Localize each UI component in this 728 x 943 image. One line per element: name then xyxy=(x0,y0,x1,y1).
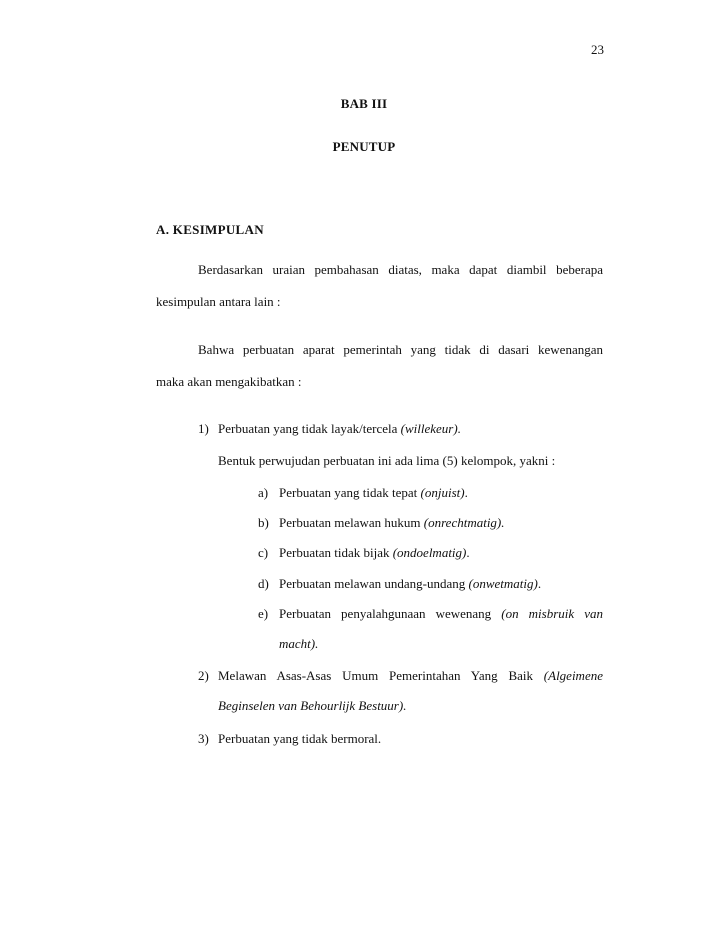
chapter-title: PENUTUP xyxy=(332,139,396,154)
subitem-e-line-1 xyxy=(279,606,603,622)
chapter-label: BAB III xyxy=(340,96,388,111)
list-item-1-marker: 1) xyxy=(198,421,209,436)
subitem-b-italic: (onrechtmatig). xyxy=(423,515,505,530)
list-item-2-italic-line-2: Beginselen van Behourlijk Bestuur). xyxy=(218,698,407,713)
subitem-a-text xyxy=(279,485,468,501)
subitem-a-italic: (onjuist) xyxy=(420,485,465,500)
subitem-d-after: . xyxy=(537,576,542,591)
paragraph-1-line-1: Berdasarkan uraian pembahasan diatas, maka dapat diambil beberapa xyxy=(198,262,603,277)
list-item-2-line-2 xyxy=(218,698,406,714)
list-item-2-marker: 2) xyxy=(198,668,209,683)
subitem-a-plain: Perbuatan yang tidak tepat xyxy=(279,485,418,500)
subitem-b-text xyxy=(279,515,505,531)
list-item-2-italic: (Algeimene xyxy=(543,668,603,683)
list-item-3-marker: 3) xyxy=(198,731,209,746)
section-heading: A. KESIMPULAN xyxy=(156,222,264,237)
subitem-e-line-2 xyxy=(279,636,318,652)
subitem-c-italic: (ondoelmatig) xyxy=(392,545,467,560)
subitem-b-marker: b) xyxy=(258,515,269,530)
list-item-1-italic: (willekeur). xyxy=(400,421,461,436)
list-item-2-line-1 xyxy=(218,668,603,684)
subitem-e-plain: Perbuatan penyalahgunaan wewenang xyxy=(279,606,492,621)
subitem-e-marker: e) xyxy=(258,606,269,621)
paragraph-2-line-1: Bahwa perbuatan aparat pemerintah yang tidak di dasari kewenangan xyxy=(198,342,603,357)
list-item-1-text xyxy=(218,421,461,437)
subitem-e-italic: (on misbruik van xyxy=(501,606,604,621)
subitem-c-plain: Perbuatan tidak bijak xyxy=(279,545,390,560)
subitem-a-after: . xyxy=(464,485,468,500)
subitem-b-plain: Perbuatan melawan hukum xyxy=(279,515,421,530)
list-item-2-plain: Melawan Asas-Asas Umum Pemerintahan Yang Baik xyxy=(218,668,533,683)
paragraph-1-line-2: kesimpulan antara lain : xyxy=(156,294,281,309)
page-number: 23 xyxy=(591,42,604,57)
list-item-3-text: Perbuatan yang tidak bermoral. xyxy=(218,731,382,746)
subitem-c-text xyxy=(279,545,470,561)
subitem-e-italic-line-2: macht). xyxy=(279,636,319,651)
subitem-d-italic: (onwetmatig) xyxy=(468,576,538,591)
list-item-1-subintro: Bentuk perwujudan perbuatan ini ada lima (5) kelompok, yakni : xyxy=(218,453,556,468)
subitem-d-marker: d) xyxy=(258,576,269,591)
subitem-c-marker: c) xyxy=(258,545,269,560)
list-item-1-plain: Perbuatan yang tidak layak/tercela xyxy=(218,421,398,436)
subitem-a-marker: a) xyxy=(258,485,269,500)
paragraph-2-line-2: maka akan mengakibatkan : xyxy=(156,374,302,389)
subitem-d-text xyxy=(279,576,541,592)
subitem-d-plain: Perbuatan melawan undang-undang xyxy=(279,576,466,591)
subitem-c-after: . xyxy=(466,545,470,560)
